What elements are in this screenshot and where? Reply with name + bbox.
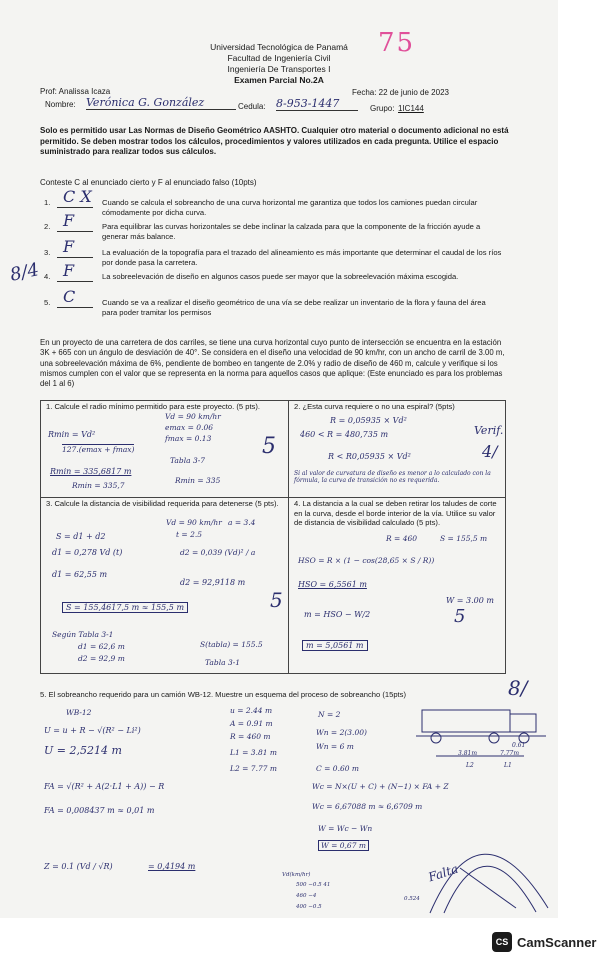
tf-item: 3. F La evaluación de la topografía para el trazado del alineamiento es más importante que determinar el caudal de los ríos por donde pasa la carretera. [44,237,502,267]
tf-answer: F [63,211,75,230]
tf-statement: Cuando se calcula el sobreancho de una curva horizontal me garantiza que todos los camiones puedan circular cómodamente por dicha curva. [102,198,478,217]
course-name: Ingeniería De Transportes I [227,64,331,74]
tf-answer: C X [63,187,92,206]
q1-mark: 5 [262,434,276,459]
camscanner-brand: CamScanner [517,934,597,950]
tf-answer: C [63,287,76,306]
exam-score: 75 [378,28,416,58]
tf-item: 1. C X Cuando se calcula el sobreancho de una curva horizontal me garantiza que todos los camiones puedan circular cómodamente por dicha curva. [44,198,504,220]
tf-statement: La sobreelevación de diseño en algunos casos puede ser mayor que la sobreelevación máxima escogida. [102,272,459,281]
curve-sketch [420,808,554,916]
tf-heading: Conteste C al enunciado cierto y F al enunciado falso (10pts) [40,178,257,187]
exam-instructions: Solo es permitido usar Las Normas de Diseño Geométrico AASHTO. Cualquier otro material o documento adicional no está permitido. Se deben mostrar todos los cálculos, procedimientos y valores utilizados en cada pregunta. Utilice el espacio suministrado para realizar todos sus cálculos. [40,126,509,156]
name-label: Nombre: [45,100,76,109]
q4-title: 4. La distancia a la cual se deben retirar los taludes de corte en la curva, desde el borde interior de la vía. Utilice su valor de distancia de visibilidad calculado (5 pts). [294,499,497,527]
tf-statement: Cuando se va a realizar el diseño geométrico de una vía se debe realizar un inventario de la flora y fauna del área para poder tramitar los permisos [102,298,486,317]
q2-title: 2. ¿Esta curva requiere o no una espiral? (5pts) [294,402,455,411]
student-name: Verónica G. González [86,96,236,110]
q3-title: 3. Calcule la distancia de visibilidad requerida para detenerse (5 pts). [46,499,279,508]
student-id: 8-953-1447 [276,97,358,111]
tf-answer: F [63,261,75,280]
exam-page: Universidad Tecnológica de Panamá Facultad de Ingeniería Civil Ingeniería De Transportes I Examen Parcial No.2A 75 Prof: Analissa Icaza Fecha: 22 de junio de 2023 Nombre: Verónica G. González Cedula: 8-953-1447 Grupo: 1IC144 Solo es permitido usar Las Normas de Diseño Geométrico AASHTO. Cualquier otro material o documento adicional no está permitido. Se deben mostrar todos los cálculos, procedimientos y valores utilizados en cada pregunta. Utilice el espacio suministrado para realizar todos sus cálculos. Conteste C al enunciado cierto y F al enunciado falso (10pts) 8/4 1. C X Cuando se calcula el sobreancho de una curva horizontal me garantiza que todos los camiones puedan circular cómodamente por dicha curva. 2. F Para equilibrar las curvas horizontales se debe inclinar la calzada para que la componente de la fricción ayude a generar más balance. 3. F La evaluación de la topografía para el trazado del alineamiento es más importante que determinar el caudal de los ríos por donde pasa la carretera. 4. F La sobreelevación de diseño en algunos casos puede ser mayor que la sobreelevación máxima escogida. 5. C Cuando se va a realizar el diseño geométrico de una vía se debe realizar un inventario de la flora y fauna del área para poder tramitar los permisos En un proyecto de una carretera de dos carriles, se tiene una curva horizontal cuyo punto de intersección se encuentra en la estación 3K + 665 con un ángulo de desviación de 40°. Se considera en el diseño una velocidad de 90 km/hr, con un ancho de carril de 3.00 m, una sobreelevación máxima de 6%, pendiente de bombeo en tangente de 2.0% y radio de diseño de 460 m, calcule y verifique si los mismos cumplen con el valor que se representa en la norma para aquellos casos que aplique: (Este enunciado es para los problemas del 1 al 6) 1. Calcule el radio mínimo permitido para este proyecto. (5 pts). Vd = 90 km/hr emax = 0.06 fmax = 0.13 Rmin = Vd² 127.(emax + fmax) Tabla 3-7 Rmin = 335,6817 m Rmin = 335 Rmin = 335,7 5 2. ¿Esta curva requiere o no una espiral? (5pts) R = 0,05935 × Vd² 460 < R = 480,735 m R < R0,05935 × Vd² Si al valor de curvatura de diseño es menor a lo calculado con la fórmula, la curva de transición no es requerida. Verif. 4/ 3. Calcule la distancia de visibilidad requerida para detenerse (5 pts). Vd = 90 km/hr a = 3.4 t = 2.5 S = d1 + d2 d1 = 0,278 Vd (t) d2 = 0,039 (Vd)² / a d1 = 62,55 m d2 = 92,9118 m S = 155,4617,5 m ≈ 155,5 m Según Tabla 3-1 d1 = 62,6 m d2 = 92,9 m S(tabla) = 155.5 Tabla 3-1 5 4. La distancia a la cual se deben retirar los taludes de corte en la curva, desde el borde interior de la vía. Utilice su valor de distancia de visibilidad calculado (5 pts). R = 460 S = 155,5 m HSO = R × (1 − cos(28,65 × S / R)) HSO = 6,5561 m W = 3.00 m m = HSO − W/2 m = 5,0561 m 5 5. El sobreancho requerido para un camión WB-12. Muestre un esquema del proceso de sobreancho (15pts) 8/ WB-12 U = u + R − √(R² − Li²) U = 2,5214 m u = 2.44 m A = 0.91 m R = 460 m L1 = 3.81 m L2 = 7.77 m N = 2 Wn = 2(3.00) Wn = 6 m C = 0.60 m FA = √(R² + A(2·L1 + A)) − R FA = 0,008437 m ≈ 0,01 m Wc = N×(U + C) + (N−1) × FA + Z Wc = 6,67088 m ≈ 6,6709 m W = Wc − Wn W = 0,67 m Z = 0.1 (Vd / √R) = 0,4194 m Falta 0.61 3.81m 7.77m L2 L1 Vd(km/hr) 500 −0.5 41 460 −4 400 −0.5 0.524 [0,0,558,918]
tf-item: 2. F Para equilibrar las curvas horizontales se debe inclinar la calzada para que la componente de la fricción ayude a generar más balance. [44,222,504,244]
id-label: Cedula: [238,102,266,111]
exam-title: Examen Parcial No.2A [234,75,324,85]
group-value: 1IC144 [398,104,424,113]
q3-mark: 5 [270,588,283,612]
tf-side-score: 8/4 [8,259,41,286]
group-label: Grupo: [370,104,395,113]
university-name: Universidad Tecnológica de Panamá [210,42,348,52]
tf-statement: La evaluación de la topografía para el trazado del alineamiento es más importante que determinar el caudal de los ríos por donde pasa la carretera. [102,248,502,267]
faculty-name: Facultad de Ingeniería Civil [227,53,331,63]
problem-statement: En un proyecto de una carretera de dos carriles, se tiene una curva horizontal cuyo punto de intersección se encuentra en la estación 3K + 665 con un ángulo de desviación de 40°. Se considera en el diseño una velocidad de 90 km/hr, con un ancho de carril de 3.00 m, una sobreelevación máxima de 6%, pendiente de bombeo en tangente de 2.0% y radio de diseño de 460 m, calcule y verifique si los mismos cumplen con el valor que se representa en la norma para aquellos casos que aplique: (Este enunciado es para los problemas del 1 al 6) [40,338,505,389]
camscanner-logo-icon: CS [492,932,512,952]
tf-item: 5. C Cuando se va a realizar el diseño geométrico de una vía se debe realizar un inventario de la flora y fauna del área para poder tramitar los permisos [44,298,504,320]
tf-statement: Para equilibrar las curvas horizontales se debe inclinar la calzada para que la componente de la fricción ayude a generar más balance. [102,222,481,241]
exam-date: Fecha: 22 de junio de 2023 [352,88,449,97]
q1-title: 1. Calcule el radio mínimo permitido para este proyecto. (5 pts). [46,402,260,411]
professor-name: Prof: Analissa Icaza [40,87,111,96]
q4-mark: 5 [454,606,466,627]
tf-item: 4. F La sobreelevación de diseño en algunos casos puede ser mayor que la sobreelevación máxima escogida. [44,272,504,294]
camscanner-watermark [492,932,596,952]
tf-answer: F [63,237,75,256]
q5-title: 5. El sobreancho requerido para un camión WB-12. Muestre un esquema del proceso de sobreancho (15pts) [40,690,406,699]
missing-note: Falta [426,861,460,885]
truck-schematic [412,700,554,776]
q5-mark: 8/ [508,676,528,700]
q2-mark: 4/ [482,442,498,461]
q2-verdict: Verif. [474,424,504,437]
